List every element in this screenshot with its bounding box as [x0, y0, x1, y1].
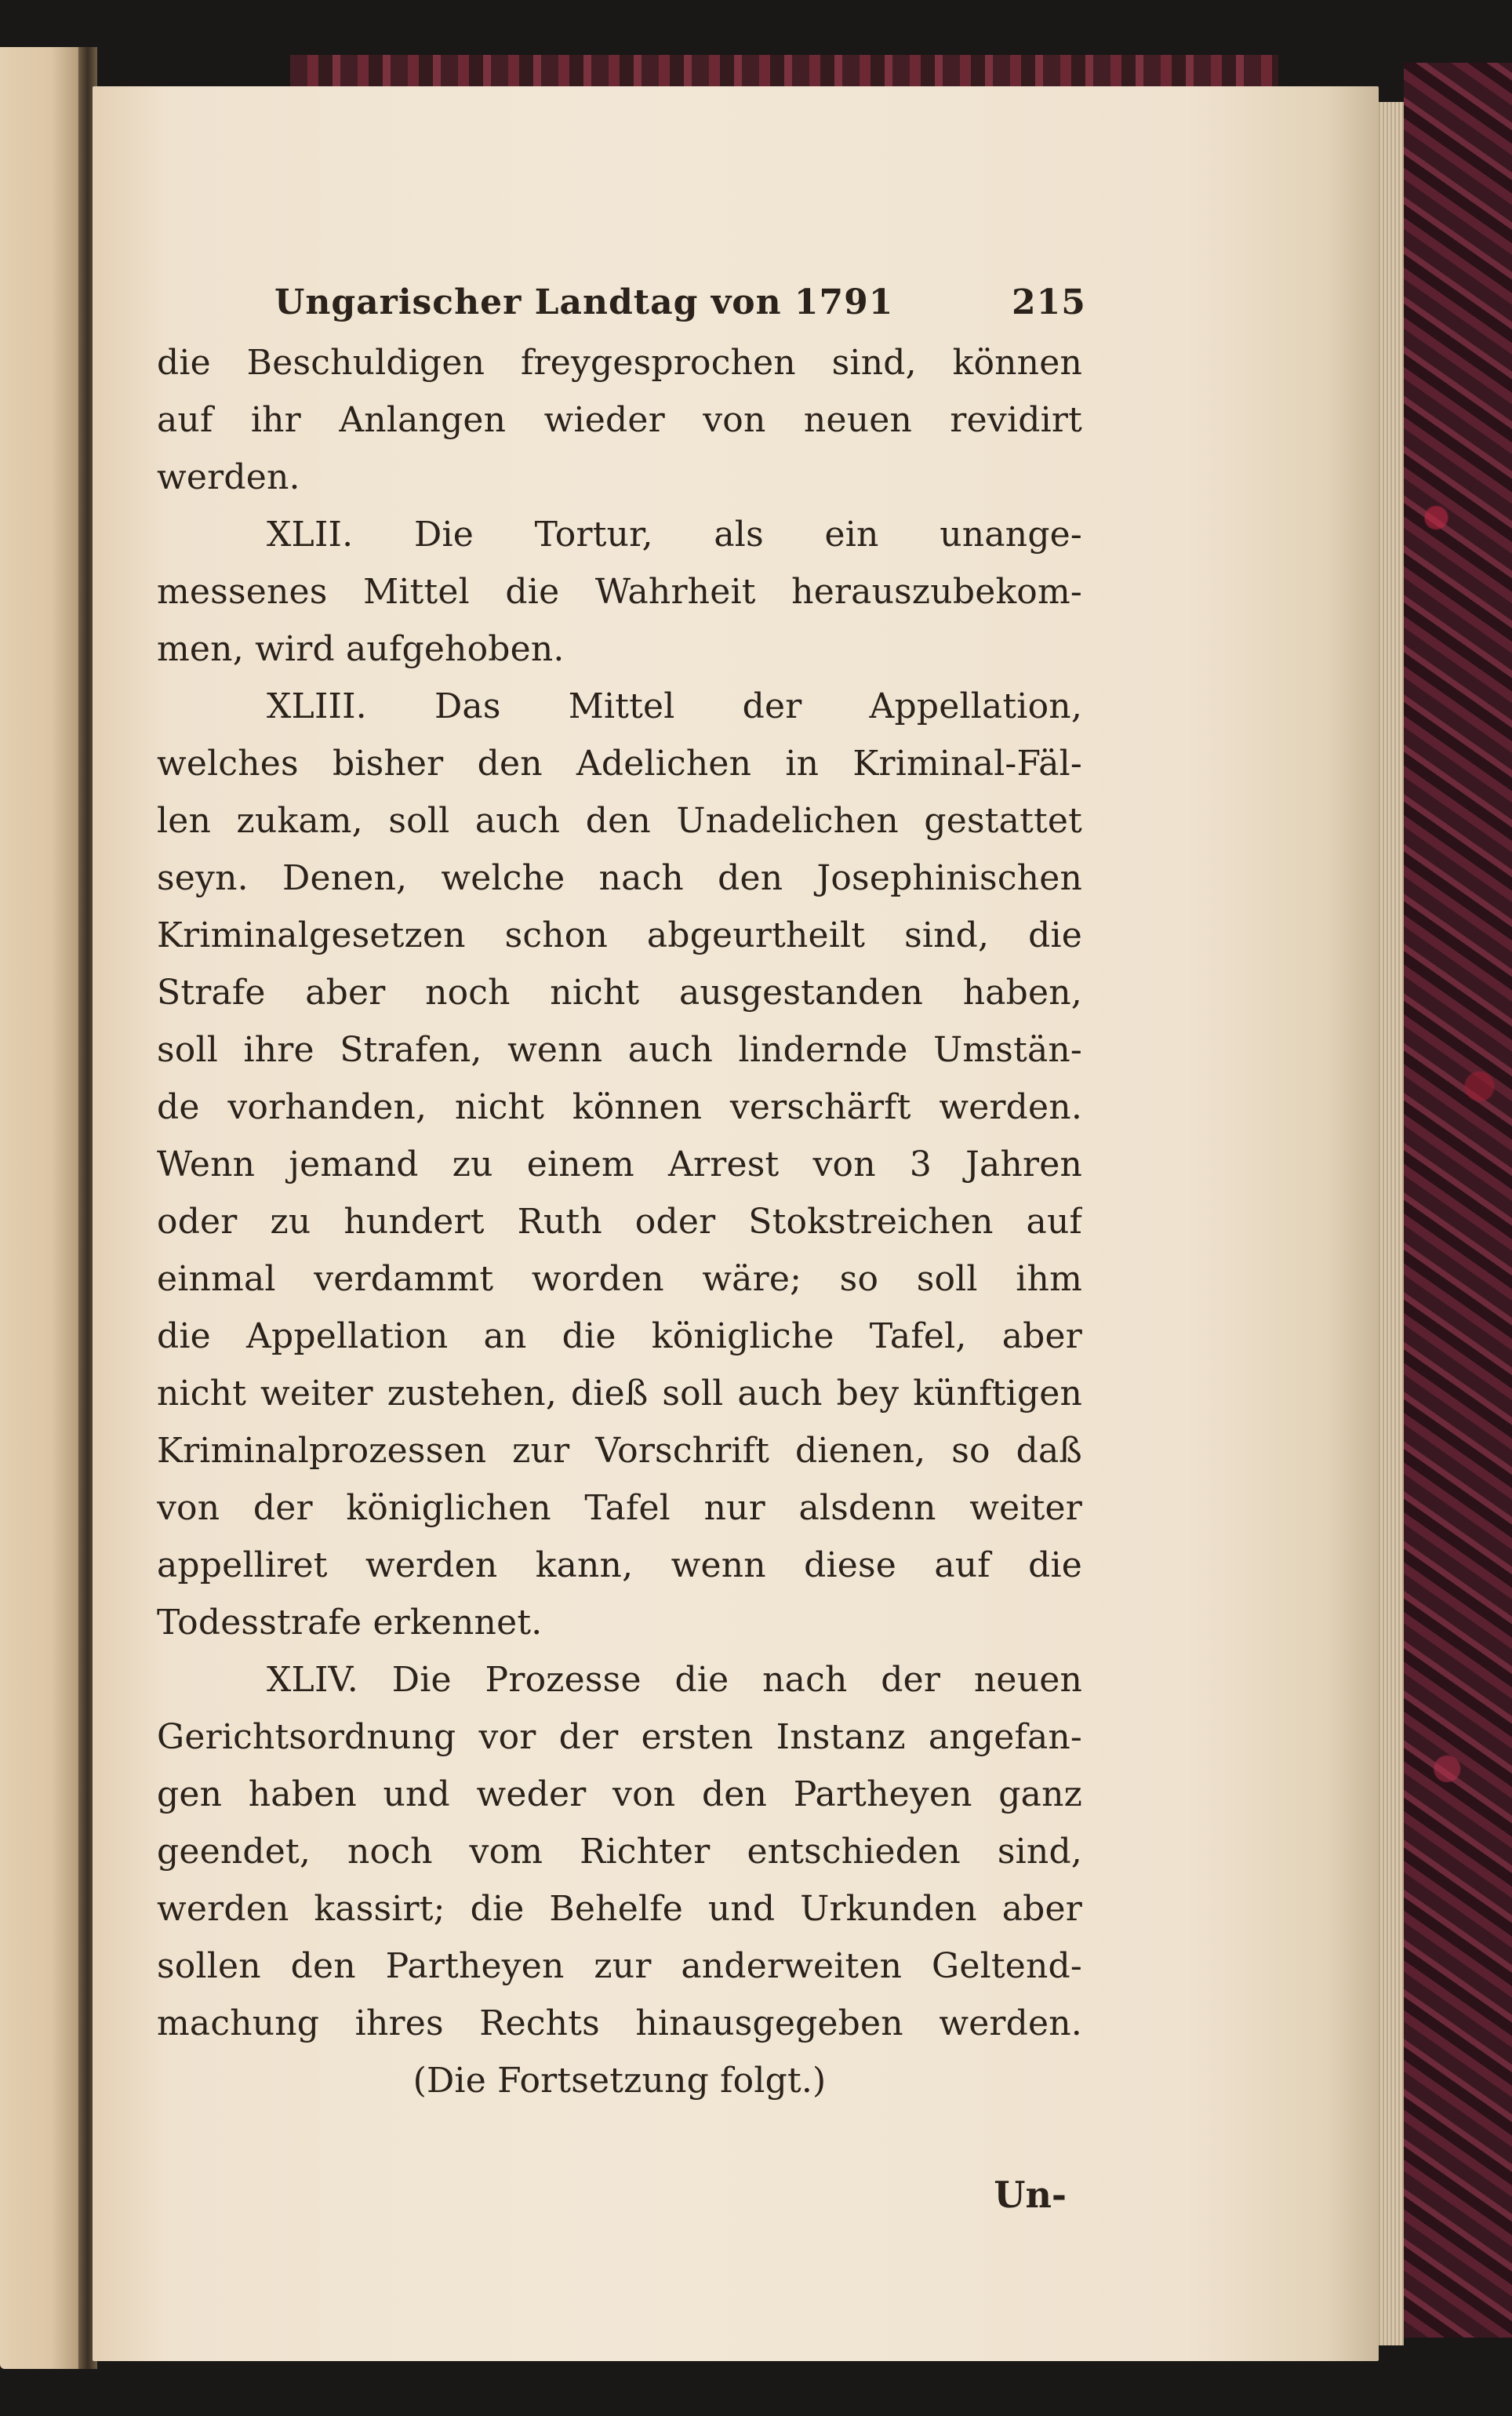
- text-line-section-xliii: XLIII. Das Mittel der Appellation,: [267, 686, 1082, 726]
- text-line: Todesstrafe erkennet.: [157, 1603, 543, 1643]
- text-line: oder zu hundert Ruth oder Stokstreichen auf: [157, 1202, 1082, 1242]
- running-header: [157, 282, 1086, 334]
- marbled-binding: [1404, 63, 1512, 2338]
- text-line: de vorhanden, nicht können verschärft werden.: [157, 1087, 1082, 1127]
- text-line: sollen den Partheyen zur anderweiten Geltend-: [157, 1946, 1082, 1986]
- text-line: Wenn jemand zu einem Arrest von 3 Jahren: [157, 1144, 1082, 1184]
- text-line: len zukam, soll auch den Unadelichen gestattet: [157, 801, 1082, 841]
- text-line-section-xlii: XLII. Die Tortur, als ein unange-: [267, 515, 1082, 555]
- text-line: Kriminalgesetzen schon abgeurtheilt sind, die: [157, 915, 1082, 955]
- catchword: Un-: [994, 2174, 1067, 2216]
- text-line: Strafe aber noch nicht ausgestanden haben,: [157, 973, 1082, 1013]
- text-line-section-xliv: XLIV. Die Prozesse die nach der neuen: [267, 1660, 1082, 1700]
- text-line: geendet, noch vom Richter entschieden sind,: [157, 1832, 1082, 1872]
- text-line: gen haben und weder von den Partheyen ganz: [157, 1774, 1082, 1814]
- text-line: werden.: [157, 457, 300, 497]
- running-title: Ungarischer Landtag von 1791: [274, 282, 894, 322]
- page-text: [157, 282, 1086, 2224]
- text-line: die Beschuldigen freygesprochen sind, können: [157, 343, 1082, 383]
- text-line: die Appellation an die königliche Tafel, aber: [157, 1316, 1082, 1356]
- page-number: 215: [1012, 282, 1086, 322]
- text-line: soll ihre Strafen, wenn auch lindernde Umstän-: [157, 1030, 1082, 1070]
- text-line: men, wird aufgehoben.: [157, 629, 565, 669]
- text-line: machung ihres Rechts hinausgegeben werden.: [157, 2003, 1082, 2043]
- text-line: Kriminalprozessen zur Vorschrift dienen, so daß: [157, 1431, 1082, 1471]
- text-line: einmal verdammt worden wäre; so soll ihm: [157, 1259, 1082, 1299]
- text-line: messenes Mittel die Wahrheit herauszubekom-: [157, 572, 1082, 612]
- text-line: von der königlichen Tafel nur alsdenn weiter: [157, 1488, 1082, 1528]
- text-line: nicht weiter zustehen, dieß soll auch bey künftigen: [157, 1374, 1082, 1414]
- text-line: Gerichtsordnung vor der ersten Instanz angefan-: [157, 1717, 1082, 1757]
- continuation-note: (Die Fortsetzung folgt.): [413, 2061, 827, 2101]
- text-line: werden kassirt; die Behelfe und Urkunden aber: [157, 1889, 1082, 1929]
- text-line: appelliret werden kann, wenn diese auf die: [157, 1545, 1082, 1585]
- left-page-edge: [0, 47, 85, 2369]
- text-line: welches bisher den Adelichen in Kriminal-Fäl-: [157, 744, 1082, 784]
- marbled-top-edge: [290, 55, 1278, 86]
- text-line: seyn. Denen, welche nach den Josephinischen: [157, 858, 1082, 898]
- text-line: auf ihr Anlangen wieder von neuen revidirt: [157, 400, 1082, 440]
